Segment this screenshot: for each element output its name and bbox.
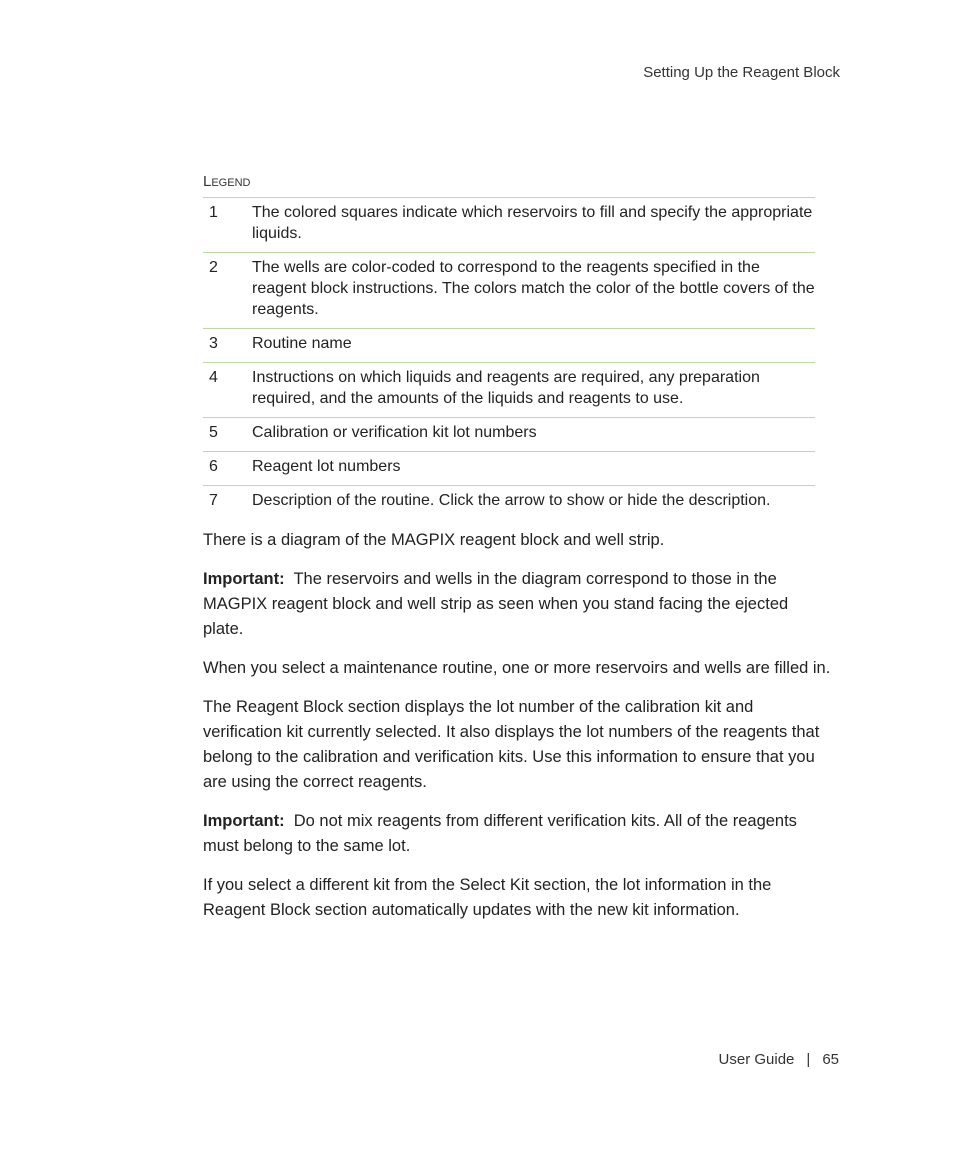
important-text: Do not mix reagents from different verification kits. All of the reagents must belong to the same lot. (203, 812, 797, 855)
important-label: Important: (203, 570, 285, 588)
legend-number: 2 (209, 259, 218, 276)
legend-description: The colored squares indicate which reservoirs to fill and specify the appropriate liquids. (252, 204, 813, 242)
footer-label: User Guide (718, 1051, 795, 1068)
running-header: Setting Up the Reagent Block (643, 64, 840, 81)
legend-description: Instructions on which liquids and reagents are required, any preparation required, and the amounts of the liquids and reagents to use. (252, 369, 760, 407)
legend-description: Reagent lot numbers (252, 458, 401, 475)
legend-table (203, 172, 815, 519)
page-number: 65 (822, 1051, 839, 1068)
important-note-lots (203, 809, 833, 859)
legend-row (203, 363, 815, 418)
legend-number: 7 (209, 492, 218, 509)
legend-number: 1 (209, 204, 218, 221)
paragraph-diagram: There is a diagram of the MAGPIX reagent block and well strip. (203, 531, 665, 549)
legend-number: 5 (209, 424, 218, 441)
legend-description: Routine name (252, 335, 352, 352)
paragraph-select-kit: If you select a different kit from the Select Kit section, the lot information in the Reagent Block section automatically updates with the new kit information. (203, 876, 772, 919)
paragraph-maintenance: When you select a maintenance routine, one or more reservoirs and wells are filled in. (203, 659, 831, 677)
body-text (203, 528, 833, 937)
important-note-orientation (203, 567, 833, 642)
legend-row (203, 198, 815, 253)
legend-row (203, 418, 815, 452)
important-text: The reservoirs and wells in the diagram correspond to those in the MAGPIX reagent block and well strip as seen when you stand facing the ejected plate. (203, 570, 789, 638)
legend-row (203, 486, 815, 519)
legend-row (203, 329, 815, 363)
running-footer (719, 1051, 839, 1068)
legend-row (203, 253, 815, 329)
legend-number: 4 (209, 369, 218, 386)
paragraph-reagent-block: The Reagent Block section displays the lot number of the calibration kit and verification kit currently selected. It also displays the lot numbers of the reagents that belong to the calibration and verification kits. Use this information to ensure that you are using the correct reagents. (203, 698, 820, 791)
important-label: Important: (203, 812, 285, 830)
legend-description: Description of the routine. Click the arrow to show or hide the description. (252, 492, 771, 509)
legend-row (203, 452, 815, 486)
legend-description: Calibration or verification kit lot numbers (252, 424, 537, 441)
footer-separator: | (806, 1051, 811, 1068)
legend-number: 6 (209, 458, 218, 475)
legend-heading: Legend (203, 172, 815, 198)
legend-number: 3 (209, 335, 218, 352)
legend-description: The wells are color-coded to correspond to the reagents specified in the reagent block instructions. The colors match the color of the bottle covers of the reagents. (252, 259, 815, 318)
